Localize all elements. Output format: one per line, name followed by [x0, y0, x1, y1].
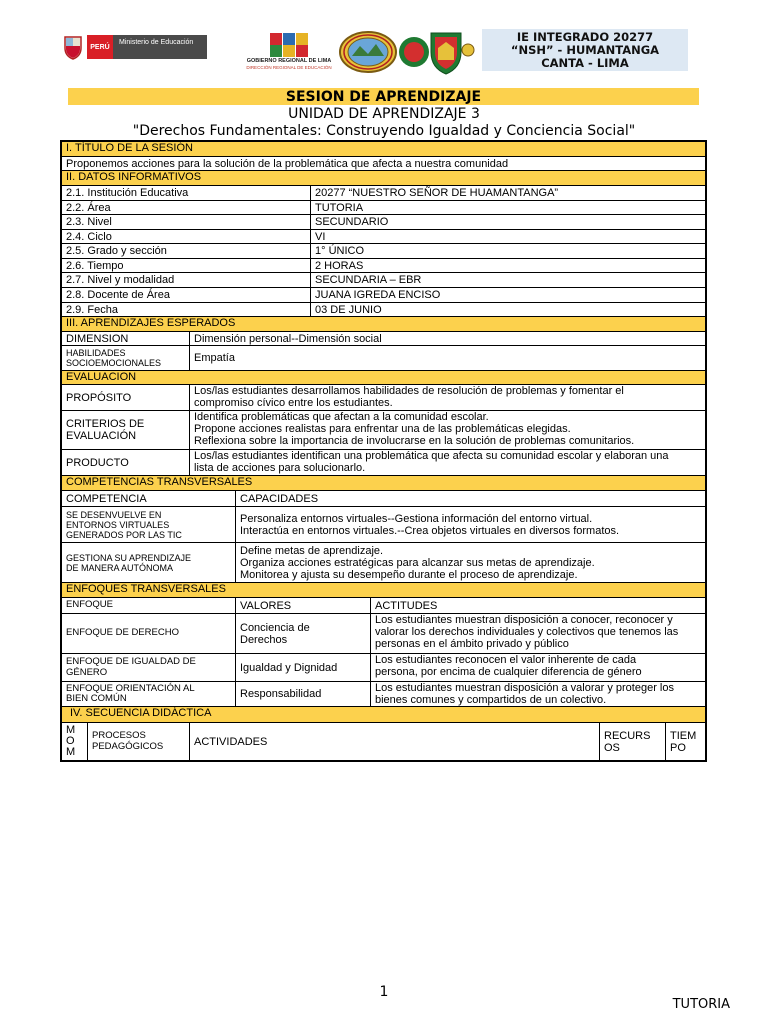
unit-title: UNIDAD DE APRENDIZAJE 3	[288, 106, 480, 122]
school-line-2: “NSH” - HUMANTANGA	[510, 43, 660, 57]
actitud-line: bienes comunes y compartidos de un colectivo.	[375, 694, 607, 706]
data-label: 2.4. Ciclo	[66, 231, 112, 243]
data-row	[62, 201, 705, 215]
dimension-value: Dimensión personal--Dimensión social	[189, 332, 705, 345]
data-row	[62, 259, 705, 273]
proposito-row	[62, 385, 705, 411]
data-label: 2.1. Institución Educativa	[66, 187, 189, 199]
data-label: 2.5. Grado y sección	[66, 245, 167, 257]
data-value: 03 DE JUNIO	[310, 303, 705, 316]
col-capacidades: CAPACIDADES	[235, 491, 705, 506]
enfoque-line: GÉNERO	[66, 666, 108, 678]
enfoque-name: ENFOQUE DE DERECHO	[66, 627, 179, 639]
actitud-line: Los estudiantes muestran disposición a valorar y proteger los	[375, 682, 674, 694]
data-row	[62, 215, 705, 230]
col-competencia: COMPETENCIA	[66, 492, 147, 505]
capacidad-line: Define metas de aprendizaje.	[240, 544, 384, 557]
gobierno-regional-logo	[243, 33, 335, 73]
gore-name: GOBIERNO REGIONAL DE LIMA	[246, 58, 332, 64]
data-value: JUANA IGREDA ENCISO	[310, 288, 705, 302]
competencia-line: DE MANERA AUTÓNOMA	[66, 562, 174, 573]
section-header-aprendizajes: III. APRENDIZAJES ESPERADOS	[62, 317, 705, 332]
page-number: 1	[379, 984, 389, 1000]
data-label: 2.7. Nivel y modalidad	[66, 274, 175, 286]
producto-row	[62, 450, 705, 476]
section-header-datos: II. DATOS INFORMATIVOS	[62, 171, 705, 186]
enfoque-line: ENFOQUE DE IGUALDAD DE	[66, 656, 196, 667]
recursos-line: OS	[604, 741, 620, 754]
momento-letter: M	[66, 724, 76, 736]
data-value: SECUNDARIA – EBR	[310, 273, 705, 287]
enfoque-actitud	[370, 682, 705, 706]
habilidades-label: HABILIDADES SOCIOEMOCIONALES	[66, 348, 162, 368]
data-value: 1° ÚNICO	[310, 244, 705, 258]
data-row	[62, 288, 705, 303]
criterios-row	[62, 411, 705, 450]
enfoque-line: BIEN COMÚN	[66, 693, 127, 704]
footer-area-label: TUTORIA	[672, 997, 730, 1012]
dimension-row	[62, 332, 705, 346]
enfoque-row	[62, 654, 705, 682]
data-value: 2 HORAS	[310, 259, 705, 272]
section-header-titulo: I. TÍTULO DE LA SESIÓN	[62, 142, 705, 157]
procesos-line: PEDAGÓGICOS	[92, 740, 164, 752]
criterio-line: Reflexiona sobre la importancia de involucrarse en la solución de problemas comunitarios.	[194, 435, 635, 447]
gore-subtitle: DIRECCIÓN REGIONAL DE EDUCACIÓN	[246, 65, 332, 70]
gore-emblem-icon	[270, 33, 308, 57]
enfoque-valor: Responsabilidad	[235, 682, 370, 706]
data-row	[62, 244, 705, 259]
capacidad-line: Interactúa en entornos virtuales.--Crea objetos virtuales en diversos formatos.	[240, 524, 620, 537]
momento-letter: M	[66, 746, 76, 758]
competencia-name	[62, 543, 235, 582]
valor-line: Derechos	[240, 633, 288, 646]
competencia-line: GESTIONA SU APRENDIZAJE	[66, 552, 192, 563]
actitud-line: valorar los derechos individuales y colectivos que tenemos las	[375, 626, 679, 638]
data-row	[62, 230, 705, 244]
enfoque-actitud	[370, 654, 705, 681]
competencia-row	[62, 507, 705, 543]
actitud-line: Los estudiantes muestran disposición a conocer, reconocer y	[375, 614, 673, 626]
section-header-enfoques: ENFOQUES TRANSVERSALES	[62, 583, 705, 598]
data-value: SECUNDARIO	[310, 215, 705, 229]
producto-text	[189, 450, 705, 475]
document-title: SESION DE APRENDIZAJE	[68, 88, 699, 105]
capacidad-line: Monitorea y ajusta su desempeño durante el proceso de aprendizaje.	[240, 568, 578, 581]
data-value: TUTORIA	[310, 201, 705, 214]
session-table	[60, 140, 707, 762]
data-label: 2.8. Docente de Área	[66, 289, 170, 301]
habilidades-value: Empatía	[189, 346, 705, 370]
criterios-label	[62, 411, 189, 449]
data-label: 2.9. Fecha	[66, 304, 118, 316]
section-header-secuencia: IV. SECUENCIA DIDÁCTICA	[62, 707, 705, 723]
school-name-box	[482, 29, 688, 71]
col-momento	[62, 723, 87, 760]
tiempo-line: PO	[670, 741, 686, 754]
enfoques-head-row	[62, 598, 705, 614]
unit-theme: "Derechos Fundamentales: Construyendo Igualdad y Conciencia Social"	[132, 123, 636, 139]
criterios-label-line: CRITERIOS DE	[66, 418, 145, 430]
proposito-line: Los/las estudiantes desarrollamos habilidades de resolución de problemas y fomentar el	[194, 385, 624, 397]
data-row	[62, 303, 705, 317]
data-label: 2.3. Nivel	[66, 216, 112, 228]
col-recursos	[599, 723, 665, 760]
school-seal-icon	[338, 30, 398, 74]
actitud-line: Los estudiantes reconocen el valor inherente de cada	[375, 654, 637, 666]
criterio-line: Propone acciones realistas para enfrentar una de las problemáticas elegidas.	[194, 423, 571, 435]
col-valores: VALORES	[235, 598, 370, 613]
producto-line: Los/las estudiantes identifican una problemática que afecta su comunidad escolar y elaboran una	[194, 450, 669, 462]
capacidades-text	[235, 543, 705, 582]
section-header-evaluacion: EVALUACION	[62, 371, 705, 385]
institution-crest-icon	[398, 30, 476, 76]
school-line-3: CANTA - LIMA	[541, 56, 629, 70]
enfoque-name	[62, 654, 235, 681]
col-actividades: ACTIVIDADES	[189, 723, 599, 760]
data-value: 20277 “NUESTRO SEÑOR DE HUAMANTANGA”	[310, 186, 705, 200]
criterio-line: Identifica problemáticas que afectan a la comunidad escolar.	[194, 411, 489, 423]
dimension-label: DIMENSION	[66, 333, 129, 345]
peru-label: PERÚ	[87, 35, 113, 59]
proposito-text	[189, 385, 705, 410]
proposito-line: compromiso cívico entre los estudiantes.	[194, 397, 393, 409]
session-title-row	[62, 157, 705, 171]
session-title-text: Proponemos acciones para la solución de la problemática que afecta a nuestra comunidad	[66, 158, 509, 170]
proposito-label: PROPÓSITO	[66, 391, 132, 404]
procesos-line: PROCESOS	[92, 730, 146, 741]
col-enfoque: ENFOQUE	[66, 599, 113, 611]
enfoque-line: ENFOQUE ORIENTACIÓN AL	[66, 682, 195, 694]
enfoque-row	[62, 682, 705, 707]
enfoque-valor: Igualdad y Dignidad	[235, 654, 370, 681]
actitud-line: persona, por encima de cualquier diferencia de género	[375, 666, 642, 678]
data-label: 2.2. Área	[66, 202, 111, 214]
tiempo-line: TIEM	[670, 729, 697, 742]
competencia-name	[62, 507, 235, 542]
data-value: VI	[310, 230, 705, 243]
competencia-line: ENTORNOS VIRTUALES	[66, 519, 170, 530]
actitud-line: personas en el ámbito privado y público	[375, 638, 569, 650]
capacidad-line: Organiza acciones estratégicas para alcanzar sus metas de aprendizaje.	[240, 556, 595, 569]
enfoque-valor	[235, 614, 370, 653]
enfoque-name	[62, 682, 235, 706]
data-row	[62, 273, 705, 288]
ministry-label: Ministerio de Educación	[113, 35, 207, 59]
recursos-line: RECURS	[604, 729, 651, 742]
competencia-row	[62, 543, 705, 583]
competencia-line: SE DESENVUELVE EN	[66, 509, 162, 520]
section-header-competencias: COMPETENCIAS TRANSVERSALES	[62, 476, 705, 491]
competencia-line: GENERADOS POR LAS TIC	[66, 529, 182, 540]
valor-line: Conciencia de	[240, 621, 310, 634]
minedu-logo	[62, 32, 210, 62]
criterios-text	[189, 411, 705, 449]
secuencia-head-row	[62, 723, 705, 760]
col-tiempo	[665, 723, 705, 760]
col-actitudes: ACTITUDES	[370, 598, 705, 613]
enfoque-actitud	[370, 614, 705, 653]
col-procesos	[87, 723, 189, 760]
enfoque-row	[62, 614, 705, 654]
habilidades-row	[62, 346, 705, 371]
criterios-label-line: EVALUACIÓN	[66, 430, 137, 442]
data-label: 2.6. Tiempo	[66, 260, 124, 272]
momento-letter: O	[66, 735, 75, 747]
peru-coat-of-arms-icon	[62, 34, 84, 60]
data-row	[62, 186, 705, 201]
capacidad-line: Personaliza entornos virtuales--Gestiona información del entorno virtual.	[240, 512, 593, 525]
school-line-1: IE INTEGRADO 20277	[516, 30, 654, 44]
capacidades-text	[235, 507, 705, 542]
competencias-head-row	[62, 491, 705, 507]
producto-label: PRODUCTO	[66, 456, 129, 469]
producto-line: lista de acciones para solucionarlo.	[194, 462, 366, 474]
